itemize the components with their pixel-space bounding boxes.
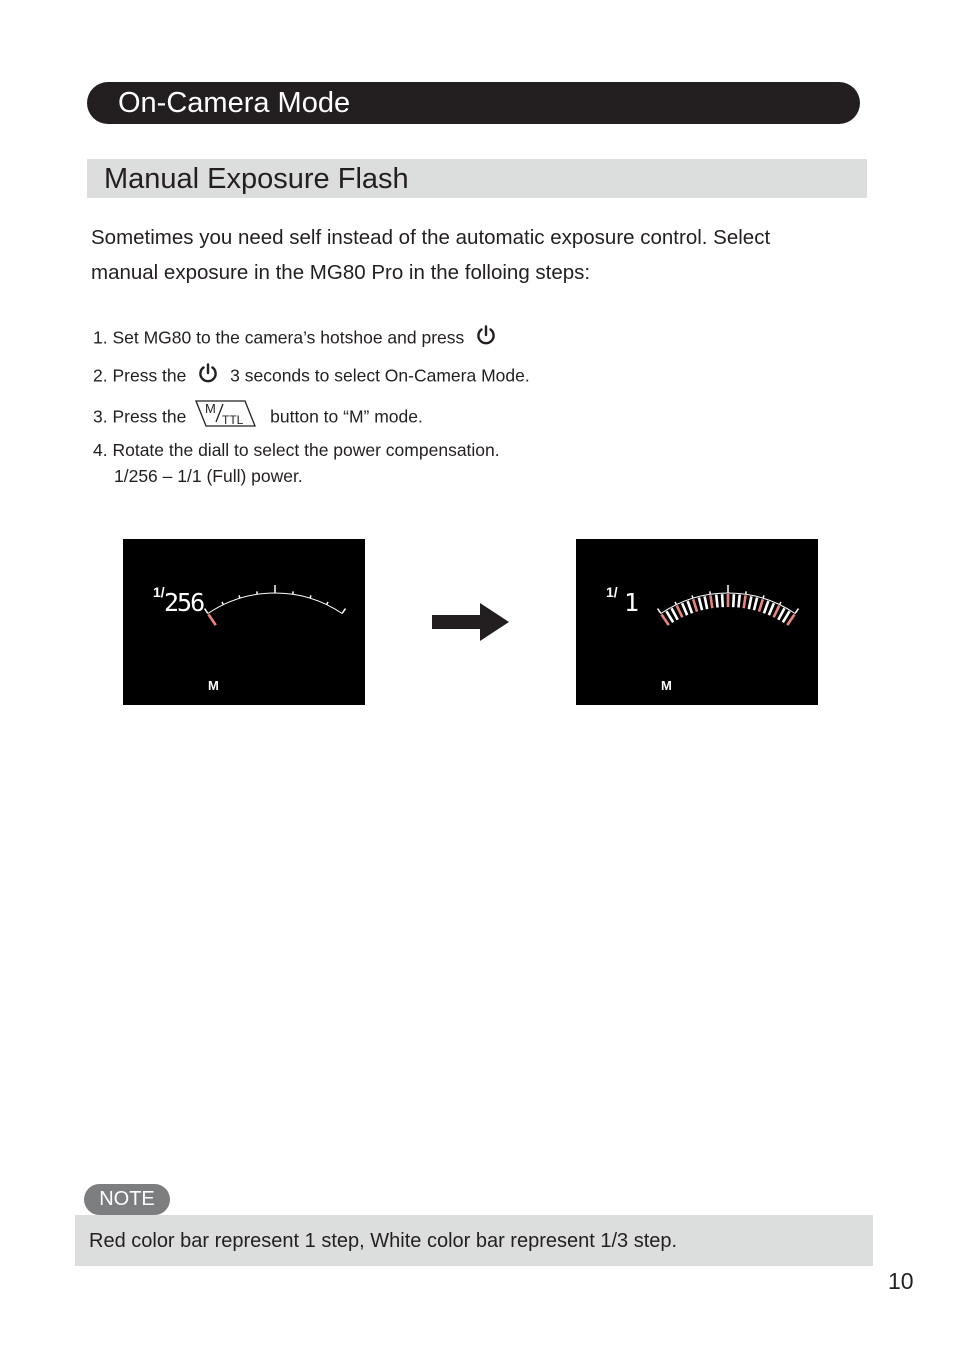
step-3	[93, 400, 423, 433]
mode-indicator: M	[208, 678, 219, 693]
power-bar-white	[716, 595, 717, 608]
power-bar-white	[783, 611, 790, 622]
power-bar-red	[208, 614, 215, 625]
m-ttl-ttl-label: TTL	[222, 413, 244, 427]
power-fraction-numerator: 1/	[153, 584, 165, 600]
scale-tick	[795, 609, 798, 614]
power-scale	[658, 585, 799, 625]
power-bar-red	[787, 614, 794, 625]
step-1	[93, 324, 497, 351]
power-bar-red	[744, 595, 746, 608]
power-bar-white	[769, 603, 774, 615]
section-header	[87, 159, 867, 198]
step-2-text-after: 3 seconds to select On-Camera Mode.	[230, 365, 530, 386]
section-title: Manual Exposure Flash	[104, 163, 409, 195]
power-bar-red	[661, 614, 668, 625]
note-text: Red color bar represent 1 step, White color bar represent 1/3 step.	[89, 1230, 678, 1252]
power-bar-red	[677, 606, 683, 618]
intro-line: manual exposure in the MG80 Pro in the folloing steps:	[91, 261, 591, 284]
power-bar-white	[672, 608, 678, 619]
step-4	[93, 439, 500, 487]
step-4-text: 4. Rotate the diall to select the power compensation.	[93, 440, 500, 460]
note-label: NOTE	[84, 1184, 170, 1215]
scale-tick	[780, 602, 781, 605]
lcd-display-full	[576, 539, 818, 705]
scale-arc	[208, 593, 342, 614]
power-bar-red	[693, 599, 697, 611]
mode-indicator: M	[661, 678, 672, 693]
m-ttl-m-label: M	[205, 401, 217, 416]
power-bar-white	[666, 611, 673, 622]
power-fraction-numerator: 1/	[606, 584, 618, 600]
power-scale	[205, 585, 346, 625]
power-bar-white	[682, 603, 687, 615]
step-1-text: 1. Set MG80 to the camera’s hotshoe and press	[93, 327, 465, 348]
power-bar-white	[778, 608, 784, 619]
power-bar-white	[699, 598, 702, 611]
power-icon	[197, 362, 219, 389]
m-ttl-button-icon	[195, 400, 257, 433]
step-2	[93, 362, 530, 389]
step-2-text: 2. Press the	[93, 365, 187, 386]
scale-tick	[239, 595, 240, 598]
power-bar-white	[738, 595, 739, 608]
power-bar-red	[774, 606, 780, 618]
note-box	[75, 1215, 873, 1266]
power-bar-white	[749, 596, 752, 609]
scale-tick	[763, 595, 764, 598]
scale-tick	[310, 595, 311, 598]
scale-tick	[222, 602, 223, 605]
scale-tick	[327, 602, 328, 605]
mode-banner	[87, 82, 860, 124]
power-bar-white	[688, 601, 692, 613]
scale-tick	[658, 609, 661, 614]
lcd-screen-full	[576, 539, 818, 705]
power-fraction-denominator: 1	[624, 588, 640, 617]
step-3-text: 3. Press the	[93, 406, 187, 427]
lcd-screen-min	[123, 539, 365, 705]
power-icon	[475, 324, 497, 351]
right-arrow-icon	[431, 602, 511, 647]
intro-line: Sometimes you need self instead of the automatic exposure control. Select	[91, 226, 771, 249]
power-bar-white	[733, 594, 734, 607]
power-bar-white	[764, 601, 768, 613]
intro-paragraph	[91, 220, 871, 290]
power-bar-white	[722, 594, 723, 607]
scale-tick	[692, 595, 693, 598]
scale-tick	[675, 602, 676, 605]
power-bar-red	[759, 599, 763, 611]
power-bar-white	[705, 596, 708, 609]
scale-tick	[342, 609, 345, 614]
mode-title: On-Camera Mode	[118, 87, 351, 119]
scale-tick	[205, 609, 208, 614]
step-3-text-after: button to “M” mode.	[270, 406, 423, 427]
power-fraction-denominator: 256	[164, 588, 204, 617]
lcd-display-min	[123, 539, 365, 705]
step-4-range: 1/256 – 1/1 (Full) power.	[114, 466, 303, 486]
power-bar-red	[710, 595, 712, 608]
power-bar-white	[754, 598, 757, 611]
page-number: 10	[888, 1268, 914, 1294]
